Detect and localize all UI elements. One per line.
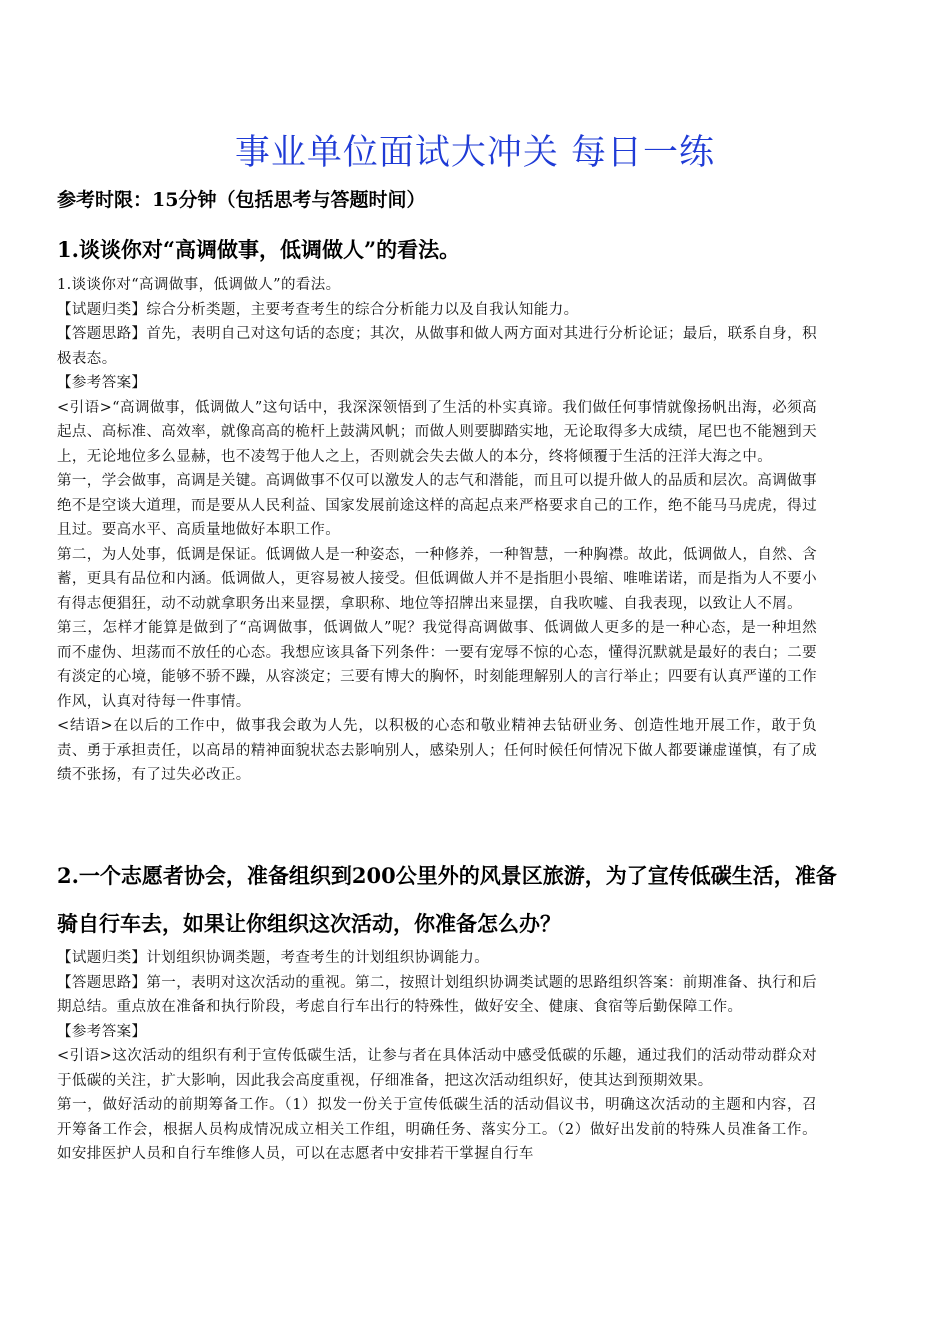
question-1-body bbox=[57, 273, 817, 788]
q1-intro: <引语>“高调做事，低调做人”这句话中，我深深领悟到了生活的朴实真谛。我们做任何事情就像扬帆出海，必须高起点、高标准、高效率，就像高高的桅杆上鼓满风帆；而做人则要脚踏实地，无论取得多大成绩，尾巴也不能翘到天上，无论地位多么显赫，也不凌驾于他人之上，否则就会失去做人的本分，终将倾覆于生活的汪洋大海之中。 bbox=[57, 399, 817, 465]
q1-conclusion: <结语>在以后的工作中，做事我会敢为人先，以积极的心态和敬业精神去钻研业务、创造性地开展工作，敢于负责、勇于承担责任，以高昂的精神面貌状态去影响别人，感染别人；任何时候任何情况下做人都要谦虚谨慎，有了成绩不张扬，有了过失必改正。 bbox=[57, 718, 817, 783]
q2-category: 【试题归类】计划组织协调类题，考查考生的计划组织协调能力。 bbox=[57, 950, 490, 966]
q1-point-1: 第一，学会做事，高调是关键。高调做事不仅可以激发人的志气和潜能，而且可以提升做人的品质和层次。高调做事绝不是空谈大道理，而是要从人民利益、国家发展前途这样的高起点来严格要求自己的工作，绝不能马马虎虎，得过且过。要高水平、高质量地做好本职工作。 bbox=[57, 473, 817, 538]
question-2-body bbox=[57, 946, 817, 1167]
time-limit: 参考时限：15分钟（包括思考与答题时间） bbox=[57, 189, 426, 211]
q2-point-1: 第一，做好活动的前期筹备工作。（1）拟发一份关于宣传低碳生活的活动倡议书，明确这次活动的主题和内容，召开筹备工作会，根据人员构成情况成立相关工作组，明确任务、落实分工。（2）做好出发前的特殊人员准备工作。如安排医护人员和自行车维修人员，可以在志愿者中安排若干掌握自行车 bbox=[57, 1097, 817, 1162]
q1-approach: 【答题思路】首先，表明自己对这句话的态度；其次，从做事和做人两方面对其进行分析论证；最后，联系自身，积极表态。 bbox=[57, 326, 817, 367]
q1-point-2: 第二，为人处事，低调是保证。低调做人是一种姿态，一种修养，一种智慧，一种胸襟。故此，低调做人，自然、含蓄，更具有品位和内涵。低调做人，更容易被人接受。但低调做人并不是指胆小畏缩、唯唯诺诺，而是指为人不要小有得志便猖狂，动不动就拿职务出来显摆，拿职称、地位等招牌出来显摆，自我吹嘘、自我表现，以致让人不屑。 bbox=[57, 546, 817, 612]
q1-category: 【试题归类】综合分析类题，主要考查考生的综合分析能力以及自我认知能力。 bbox=[57, 301, 579, 318]
q1-point-3: 第三，怎样才能算是做到了“高调做事，低调做人”呢？我觉得高调做事、低调做人更多的是一种心态，是一种坦然而不虚伪、坦荡而不放任的心态。我想应该具备下列条件：一要有宠辱不惊的心态，懂得沉默就是最好的表白；二要有淡定的心境，能够不骄不躁，从容淡定；三要有博大的胸怀，时刻能理解别人的言行举止；四要有认真严谨的工作作风，认真对待每一件事情。 bbox=[57, 620, 817, 710]
q1-restated: 1.谈谈你对“高调做事，低调做人”的看法。 bbox=[57, 277, 341, 293]
page-title: 事业单位面试大冲关 每日一练 bbox=[234, 133, 716, 173]
q1-answer-label: 【参考答案】 bbox=[57, 375, 147, 391]
q2-intro: <引语>这次活动的组织有利于宣传低碳生活，让参与者在具体活动中感受低碳的乐趣，通过我们的活动带动群众对于低碳的关注，扩大影响，因此我会高度重视，仔细准备，把这次活动组织好，使其达到预期效果。 bbox=[57, 1048, 817, 1089]
question-1-heading: 1.谈谈你对“高调做事，低调做人”的看法。 bbox=[57, 237, 461, 262]
q2-answer-label: 【参考答案】 bbox=[57, 1023, 147, 1040]
question-2-heading: 2.一个志愿者协会，准备组织到200公里外的风景区旅游，为了宣传低碳生活，准备骑自行车去，如果让你组织这次活动，你准备怎么办？ bbox=[57, 863, 837, 936]
q2-approach: 【答题思路】第一，表明对这次活动的重视。第二，按照计划组织协调类试题的思路组织答案：前期准备、执行和后期总结。重点放在准备和执行阶段，考虑自行车出行的特殊性，做好安全、健康、食宿等后勤保障工作。 bbox=[57, 974, 817, 1015]
